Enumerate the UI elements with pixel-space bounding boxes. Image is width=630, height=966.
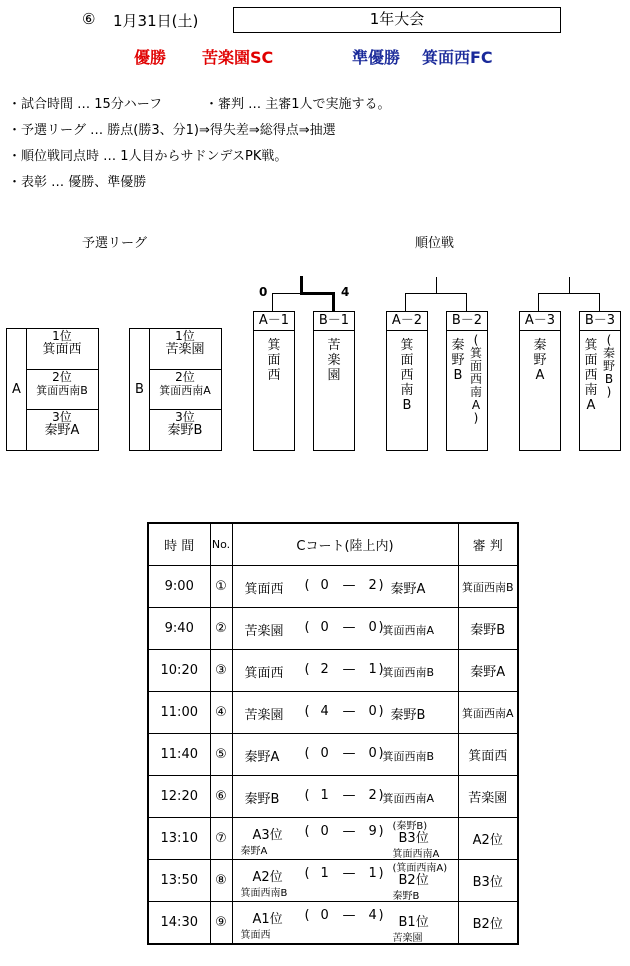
- bracket-a3-head: A－3: [520, 312, 560, 331]
- table-row: [148, 650, 518, 692]
- bracket-b2: [446, 311, 488, 451]
- group-b-name: B: [130, 329, 150, 450]
- match-away: B1位: [398, 915, 429, 930]
- table-row: [148, 860, 518, 902]
- match-away-sub: 箕面西南A: [392, 849, 440, 860]
- match-no: ⑥: [210, 776, 232, 818]
- match-away: B3位: [398, 831, 429, 846]
- match-dash: —: [342, 746, 356, 761]
- match-no: ①: [210, 566, 232, 608]
- schedule-table: [147, 522, 519, 945]
- header-ref: 審 判: [458, 523, 518, 566]
- event-date: 1月31日(土): [113, 12, 199, 30]
- rule-time: ・試合時間 … 15分ハーフ: [8, 97, 163, 112]
- match-home-sub: 秦野A: [240, 846, 268, 857]
- match-away: B2位: [398, 873, 429, 888]
- bracket-b3-head: B－3: [580, 312, 620, 331]
- table-row: [148, 902, 518, 945]
- match-home: 秦野A: [244, 750, 280, 765]
- match-time: 9:00: [148, 566, 210, 608]
- league-label: 予選リーグ: [82, 236, 148, 251]
- runner-label: 準優勝: [352, 48, 401, 67]
- group-a-table: [6, 328, 99, 451]
- match-home: 苦楽園: [244, 624, 284, 639]
- match-court-cell: A3位 秦野A ( 0 — 9 ) (秦野B) B3位 箕面西南A: [232, 818, 458, 860]
- match2-line-left: [405, 293, 406, 311]
- header-court: Cコート(陸上内): [232, 523, 458, 566]
- rule-tiebreak: ・順位戦同点時 … 1人目からサドンデスPK戦。: [8, 149, 288, 164]
- match3-line-left: [538, 293, 539, 311]
- match-home-score: 0: [320, 620, 329, 635]
- match-away-score: 0: [368, 704, 377, 719]
- match-dash: —: [342, 866, 356, 881]
- match-ref: 秦野A: [458, 650, 518, 692]
- match-ref: 箕面西: [458, 734, 518, 776]
- match-no: ⑨: [210, 902, 232, 945]
- bracket-a2-head: A－2: [387, 312, 427, 331]
- match-away: 箕面西南A: [382, 624, 435, 637]
- group-b-rank-1: 1位 苦楽園: [165, 329, 205, 357]
- final-line-right: [332, 292, 335, 311]
- match-dash: —: [342, 578, 356, 593]
- match-dash: —: [342, 788, 356, 803]
- match-away-score: 2: [368, 788, 377, 803]
- match-no: ⑤: [210, 734, 232, 776]
- runner-team: 箕面西FC: [422, 48, 493, 67]
- match-time: 9:40: [148, 608, 210, 650]
- final-score-left: 0: [259, 285, 268, 299]
- match-home: A2位: [252, 870, 283, 885]
- table-row: [148, 608, 518, 650]
- match-ref: B2位: [458, 902, 518, 945]
- match-dash: —: [342, 620, 356, 635]
- match-dash: —: [342, 704, 356, 719]
- table-row: [148, 734, 518, 776]
- match2-line-stem: [436, 277, 437, 294]
- match-away: 秦野A: [390, 582, 426, 597]
- winner-label: 優勝: [134, 48, 167, 67]
- match-home: 箕面西: [244, 582, 284, 597]
- event-number: ⑥: [82, 10, 96, 28]
- match-no: ②: [210, 608, 232, 650]
- group-a-rank-1: 1位 箕面西: [42, 329, 82, 357]
- match-away: 箕面西南B: [382, 666, 435, 679]
- match-home-score: 0: [320, 578, 329, 593]
- rule-referee: ・審判 … 主審1人で実施する。: [205, 97, 391, 112]
- match-away-sub: 苦楽園: [392, 933, 423, 944]
- match-dash: —: [342, 908, 356, 923]
- match-court-cell: A2位 箕面西南B ( 1 — 1 ) (箕面西南A) B2位 秦野B: [232, 860, 458, 902]
- group-b-table: [129, 328, 222, 451]
- ranking-label: 順位戦: [415, 236, 455, 251]
- bracket-b3-sub: ( 秦 野 B ): [602, 333, 615, 399]
- rule-league: ・予選リーグ … 勝点(勝3、分1)⇒得失差⇒総得点⇒抽選: [8, 123, 336, 138]
- match-time: 13:50: [148, 860, 210, 902]
- final-line-top-right: [300, 292, 335, 295]
- match-court-cell: 箕面西 ( 2 — 1 ) 箕面西南B: [232, 650, 458, 692]
- match-no: ⑦: [210, 818, 232, 860]
- match-court-cell: 秦野A ( 0 — 0 ) 箕面西南B: [232, 734, 458, 776]
- schedule-header-row: [148, 523, 518, 566]
- match-home-sub: 箕面西南B: [240, 888, 288, 899]
- table-row: [148, 818, 518, 860]
- final-line-left: [272, 293, 273, 311]
- match-away-score: 9: [368, 824, 377, 839]
- bracket-a1-head: A－1: [254, 312, 294, 331]
- match-court-cell: 箕面西 ( 0 — 2 ) 秦野A: [232, 566, 458, 608]
- table-row: [148, 692, 518, 734]
- match-time: 14:30: [148, 902, 210, 945]
- group-a-rank-2: 2位 箕面西南B: [26, 369, 98, 409]
- bracket-a1: [253, 311, 295, 451]
- bracket-a1-team: 箕 面 西: [267, 338, 281, 383]
- table-row: [148, 566, 518, 608]
- match3-line-right: [599, 293, 600, 311]
- match-home: 秦野B: [244, 792, 280, 807]
- match-court-cell: 秦野B ( 1 — 2 ) 箕面西南A: [232, 776, 458, 818]
- final-line-top-left: [272, 293, 302, 294]
- match-home-score: 2: [320, 662, 329, 677]
- match-away-top: (箕面西南A): [392, 863, 448, 874]
- match-home: A1位: [252, 912, 283, 927]
- group-a-name: A: [7, 329, 27, 450]
- match-away-sub: 秦野B: [392, 891, 420, 902]
- match-home-score: 0: [320, 908, 329, 923]
- match-time: 10:20: [148, 650, 210, 692]
- bracket-b1-team: 苦 楽 園: [327, 338, 341, 383]
- bracket-a3-team: 秦 野 A: [533, 338, 547, 383]
- match-away-score: 4: [368, 908, 377, 923]
- table-row: [148, 776, 518, 818]
- match-ref: 秦野B: [458, 608, 518, 650]
- bracket-b1: [313, 311, 355, 451]
- match-ref: B3位: [458, 860, 518, 902]
- bracket-b1-head: B－1: [314, 312, 354, 331]
- match-home-score: 1: [320, 866, 329, 881]
- bracket-b3: [579, 311, 621, 451]
- match-away-top: (秦野B): [392, 821, 428, 832]
- match-home-score: 4: [320, 704, 329, 719]
- group-a-rank-3: 3位 秦野A: [26, 409, 98, 450]
- match-away-score: 0: [368, 746, 377, 761]
- match-court-cell: 苦楽園 ( 0 — 0 ) 箕面西南A: [232, 608, 458, 650]
- winner-team: 苦楽園SC: [202, 48, 274, 67]
- bracket-b2-team: 秦 野 B: [451, 338, 465, 383]
- match2-line-right: [466, 293, 467, 311]
- match-away: 秦野B: [390, 708, 426, 723]
- match-ref: 箕面西南B: [458, 566, 518, 608]
- match-ref: A2位: [458, 818, 518, 860]
- bracket-a2: [386, 311, 428, 451]
- event-title: 1年大会: [369, 10, 425, 28]
- match-away-score: 1: [368, 866, 377, 881]
- bracket-a3: [519, 311, 561, 451]
- match-court-cell: A1位 箕面西 ( 0 — 4 ) B1位 苦楽園: [232, 902, 458, 945]
- match-no: ③: [210, 650, 232, 692]
- match-home: A3位: [252, 828, 283, 843]
- match-dash: —: [342, 662, 356, 677]
- match-time: 13:10: [148, 818, 210, 860]
- match-ref: 苦楽園: [458, 776, 518, 818]
- match-time: 11:40: [148, 734, 210, 776]
- match-away-score: 1: [368, 662, 377, 677]
- bracket-b2-sub: ( 箕 面 西 南 A ): [469, 333, 482, 425]
- match-no: ⑧: [210, 860, 232, 902]
- group-b-rank-2: 2位 箕面西南A: [149, 369, 221, 409]
- match-home-score: 0: [320, 824, 329, 839]
- match-time: 11:00: [148, 692, 210, 734]
- header-no: No.: [210, 523, 232, 566]
- match-ref: 箕面西南A: [458, 692, 518, 734]
- final-score-right: 4: [341, 285, 350, 299]
- match-home-score: 0: [320, 746, 329, 761]
- match-dash: —: [342, 824, 356, 839]
- match-away: 箕面西南A: [382, 792, 435, 805]
- event-title-box: [233, 7, 561, 33]
- bracket-a2-team: 箕 面 西 南 B: [400, 338, 414, 413]
- match-home-score: 1: [320, 788, 329, 803]
- match-away-score: 2: [368, 578, 377, 593]
- match3-line-stem: [569, 277, 570, 294]
- group-b-rank-3: 3位 秦野B: [149, 409, 221, 450]
- match-no: ④: [210, 692, 232, 734]
- match-home: 箕面西: [244, 666, 284, 681]
- bracket-b3-team: 箕 面 西 南 A: [584, 338, 598, 413]
- match-time: 12:20: [148, 776, 210, 818]
- match-home-sub: 箕面西: [240, 930, 271, 941]
- match-court-cell: 苦楽園 ( 4 — 0 ) 秦野B: [232, 692, 458, 734]
- rule-award: ・表彰 … 優勝、準優勝: [8, 175, 147, 190]
- match-home: 苦楽園: [244, 708, 284, 723]
- match-away-score: 0: [368, 620, 377, 635]
- match-away: 箕面西南B: [382, 750, 435, 763]
- bracket-b2-head: B－2: [447, 312, 487, 331]
- header-time: 時 間: [148, 523, 210, 566]
